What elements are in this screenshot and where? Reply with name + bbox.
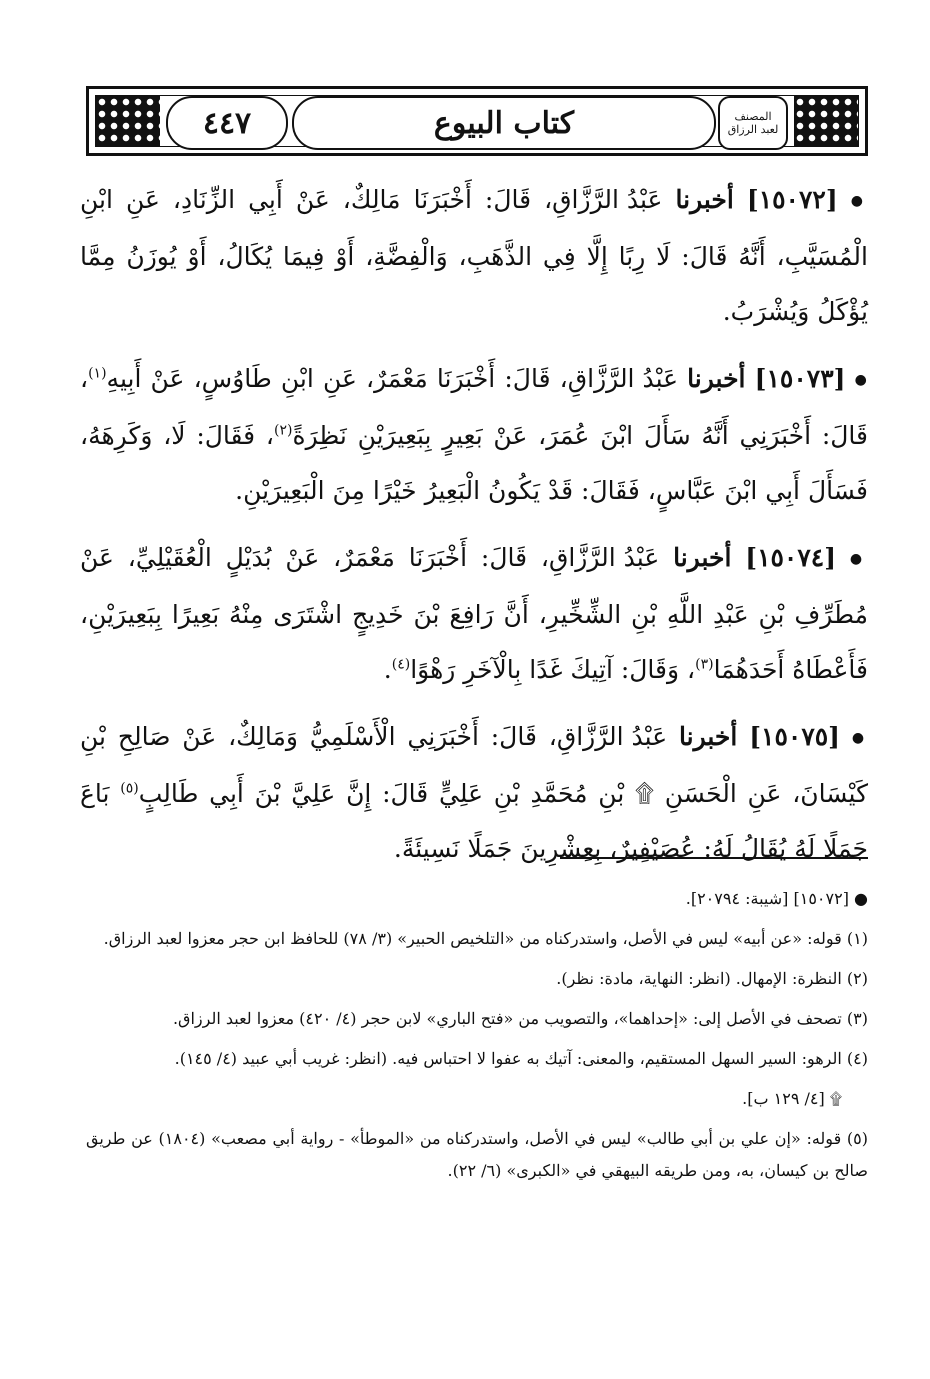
hadith-entry (80, 172, 868, 339)
hadith-text: عَبْدُ الرَّزَّاقِ، قَالَ: أَخْبَرَنَا مَعْمَرٌ، عَنِ ابْنِ طَاوُسٍ، عَنْ أَبِيهِ (106, 364, 679, 393)
page-header (86, 86, 868, 156)
ornament-pattern-right (794, 96, 858, 146)
hadith-text: عَبْدُ الرَّزَّاقِ، قَالَ: أَخْبَرَنَا مَالِكٌ، عَنْ أَبِي الزِّنَادِ، عَنِ ابْنِ الْمُسَيَّبِ، أَنَّهُ قَالَ: لَا رِبًا إِلَّا فِي الذَّهَبِ، وَالْفِضَّةِ، أَوْ فِيمَا يُكَالُ، أَوْ يُوزَنُ مِمَّا يُؤْكَلُ وَيُشْرَبُ. (80, 185, 868, 326)
footnote-marker: (١) (88, 365, 107, 382)
footnote: (٢) النظرة: الإمهال. (انظر: النهاية، مادة: نظر). (556, 969, 868, 988)
page-number: ٤٤٧ (202, 105, 252, 141)
hadith-text: . (383, 655, 392, 684)
hadith-entry (80, 351, 868, 518)
emblem-line-1: المصنف (734, 110, 772, 123)
hadith-text: عَبْدُ الرَّزَّاقِ، قَالَ: أَخْبَرَنَا مَعْمَرٌ، عَنْ بُدَيْلٍ الْعُقَيْلِيِّ، عَنْ مُطَرِّفِ بْنِ عَبْدِ اللَّهِ بْنِ الشِّخِّيرِ، أَنَّ رَافِعَ بْنَ خَدِيجٍ اشْتَرَى مِنْهُ بَعِيرًا بِبَعِيرَيْنِ، فَأَعْطَاهُ أَحَدَهُمَا (80, 543, 868, 684)
hadith-lead: أخبرنا (673, 543, 732, 572)
bullet-icon: ● (850, 193, 869, 209)
footnote: (٤) الرهو: السير السهل المستقيم، والمعنى: آتيك به عفوا لا احتباس فيه. (انظر: غريب أبي عبيد (٤/ ١٤٥). (174, 1049, 868, 1068)
bullet-icon: ● (849, 551, 868, 567)
bullet-icon: ● (854, 372, 869, 388)
hadith-entry (80, 530, 868, 697)
hadith-number: [١٥٠٧٥] (749, 722, 841, 751)
footnote-separator (560, 857, 868, 859)
hadith-lead: أخبرنا (675, 185, 734, 214)
hadith-number: [١٥٠٧٤] (745, 543, 837, 572)
main-text (80, 172, 868, 888)
book-title: كتاب البيوع (433, 105, 575, 141)
hadith-text: بَاعَ جَمَلًا لَهُ يُقَالُ لَهُ: عُصَيْفِيرٌ، بِعِشْرِينَ جَمَلًا نَسِيئَةً. (80, 779, 868, 863)
hadith-text: ، قَالَ: أَخْبَرَنِي أَنَّهُ سَأَلَ ابْنَ عُمَرَ، عَنْ بَعِيرٍ بِبَعِيرَيْنِ نَظِرَةً (80, 364, 869, 450)
footnote-marker: (٢) (274, 422, 293, 439)
footnote-manuscript-ref: ۩ [٤/ ١٢٩ ب]. (742, 1089, 842, 1108)
bullet-icon: ● (851, 730, 868, 746)
footnote-marker: (٣) (695, 656, 714, 673)
hadith-number: [١٥٠٧٢] (746, 185, 838, 214)
footnote: (٥) قوله: «إن علي بن أبي طالب» ليس في الأصل، واستدركناه من «الموطأ» - رواية أبي مصعب» (١٨٠٤) عن طريق صالح بن كيسان، به، ومن طريقه البيهقي في «الكبرى» (٦/ ٢٢). (86, 1129, 869, 1180)
book-title-cartouche (292, 96, 716, 150)
hadith-number: [١٥٠٧٣] (754, 364, 846, 393)
footnote-source-ref: ● [١٥٠٧٢] [شيبة: ٢٠٧٩٤]. (685, 889, 868, 908)
ornament-pattern-left (96, 96, 160, 146)
hadith-entry (80, 709, 868, 876)
emblem-line-2: لعبد الرزاق (727, 123, 779, 136)
hadith-text: ، وَقَالَ: آتِيكَ غَدًا بِالْآخَرِ رَهْوًا (410, 655, 696, 684)
footnote-marker: (٥) (120, 780, 139, 797)
footnote: (٣) تصحف في الأصل إلى: «إحداهما»، والتصويب من «فتح الباري» لابن حجر (٤/ ٤٢٠) معزوا لعبد الرزاق. (172, 1009, 868, 1028)
hadith-lead: أخبرنا (687, 364, 746, 393)
footnote: (١) قوله: «عن أبيه» ليس في الأصل، واستدركناه من «التلخيص الحبير» (٣/ ٧٨) للحافظ ابن حجر معزوا لعبد الرزاق. (103, 929, 868, 948)
page-number-cartouche (166, 96, 288, 150)
hadith-text: ، فَقَالَ: لَا، وَكَرِهَهُ، فَسَأَلَ أَبِي ابْنَ عَبَّاسٍ، فَقَالَ: قَدْ يَكُونُ الْبَعِيرُ خَيْرًا مِنَ الْبَعِيرَيْنِ. (80, 421, 868, 505)
footnotes (86, 883, 868, 1195)
hadith-text: عَبْدُ الرَّزَّاقِ، قَالَ: أَخْبَرَنِي الْأَسْلَمِيُّ وَمَالِكٌ، عَنْ صَالِحِ بْنِ كَيْسَانَ، عَنِ الْحَسَنِ ۩ بْنِ مُحَمَّدِ بْنِ عَلِيٍّ قَالَ: إِنَّ عَلِيَّ بْنَ أَبِي طَالِبٍ (80, 722, 868, 808)
footnote-marker: (٤) (391, 656, 411, 673)
hadith-lead: أخبرنا (679, 722, 738, 751)
book-emblem (718, 96, 788, 150)
